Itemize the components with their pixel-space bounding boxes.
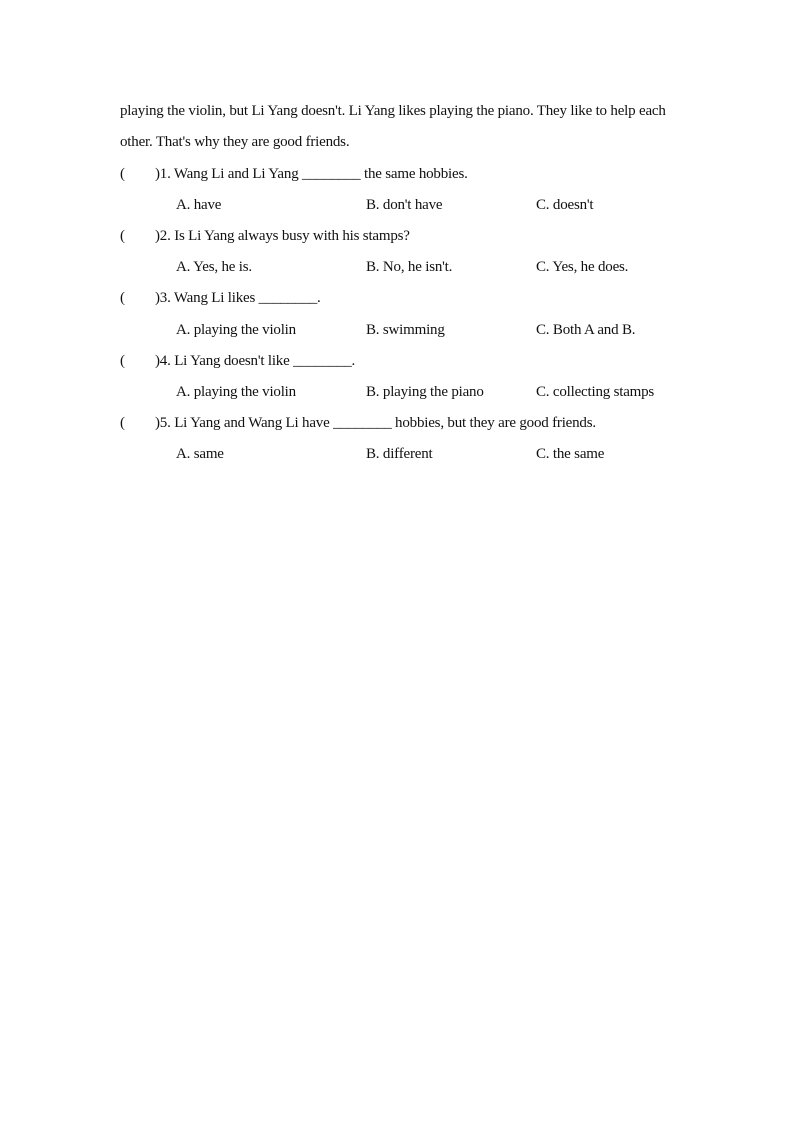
answer-bracket[interactable]: ( [120, 415, 125, 431]
answer-bracket[interactable]: ( [120, 228, 125, 244]
q3-option-a: A. playing the violin [176, 322, 296, 338]
question-text: )3. Wang Li likes ________. [155, 290, 321, 306]
q4-option-c: C. collecting stamps [536, 384, 655, 400]
q3-option-b: B. swimming [366, 322, 445, 338]
passage-line-2: other. That's why they are good friends. [120, 134, 350, 150]
q3-option-c: C. Both A and B. [536, 322, 636, 338]
answer-bracket[interactable]: ( [120, 353, 125, 369]
question-text: )1. Wang Li and Li Yang ________ the same hobbies. [155, 166, 468, 182]
q5-option-c: C. the same [536, 446, 605, 462]
question-text: )2. Is Li Yang always busy with his stamps? [155, 228, 410, 244]
q4-option-b: B. playing the piano [366, 384, 484, 400]
answer-bracket[interactable]: ( [120, 166, 125, 182]
passage-line-1: playing the violin, but Li Yang doesn't. Li Yang likes playing the piano. They like to help each [120, 103, 666, 119]
answer-bracket[interactable]: ( [120, 290, 125, 306]
q1-option-a: A. have [176, 197, 222, 213]
q1-option-c: C. doesn't [536, 197, 594, 213]
q2-option-a: A. Yes, he is. [176, 259, 252, 275]
q2-option-b: B. No, he isn't. [366, 259, 453, 275]
q1-option-b: B. don't have [366, 197, 443, 213]
q4-option-a: A. playing the violin [176, 384, 296, 400]
question-text: )4. Li Yang doesn't like ________. [155, 353, 356, 369]
q5-option-b: B. different [366, 446, 433, 462]
q2-option-c: C. Yes, he does. [536, 259, 629, 275]
q5-option-a: A. same [176, 446, 224, 462]
question-text: )5. Li Yang and Wang Li have ________ hobbies, but they are good friends. [155, 415, 596, 431]
